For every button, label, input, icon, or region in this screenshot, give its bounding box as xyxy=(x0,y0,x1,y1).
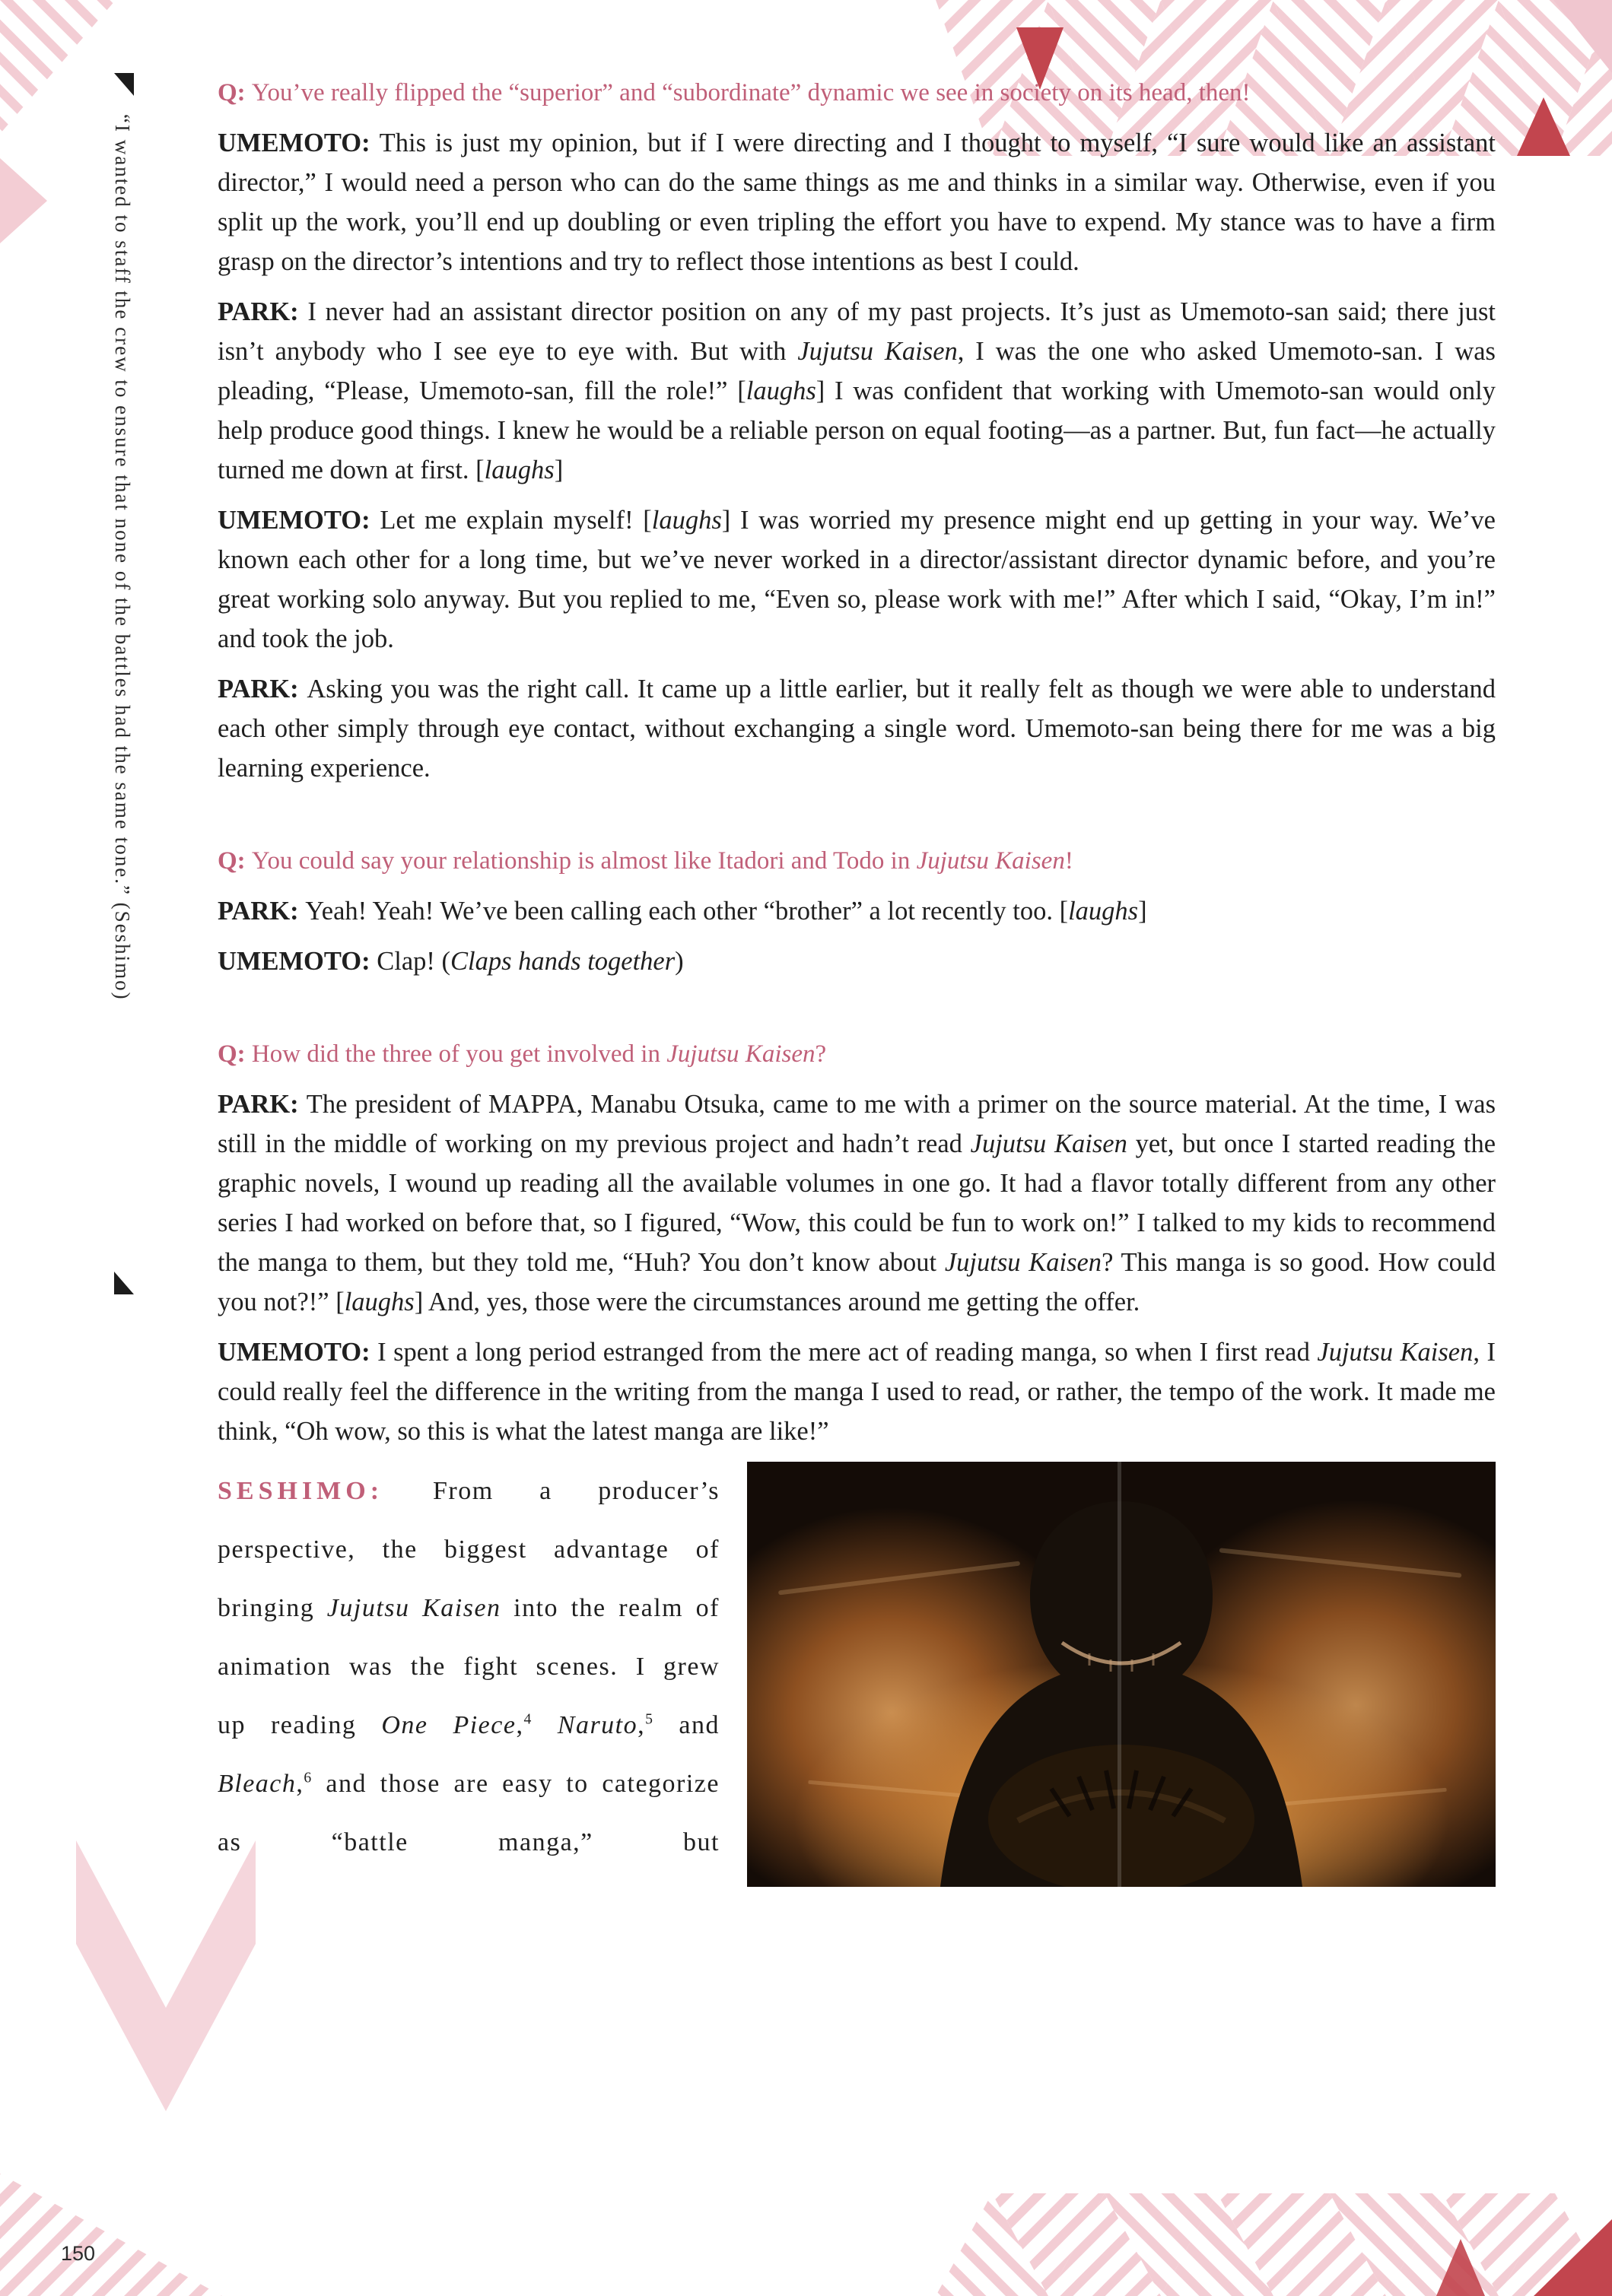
anime-still-image xyxy=(747,1462,1496,1887)
text-segment: 5 xyxy=(645,1710,654,1728)
text-segment: Let me explain myself! [ xyxy=(380,506,652,535)
text-segment: PARK: xyxy=(218,297,308,326)
text-segment: Clap! ( xyxy=(377,947,450,976)
decor-topleft-chevron xyxy=(0,158,47,243)
text-segment: PARK: xyxy=(218,897,306,926)
text-segment: SESHIMO: xyxy=(218,1477,434,1505)
umemoto-paragraph xyxy=(218,123,1496,281)
text-segment: Naruto xyxy=(557,1711,638,1739)
text-segment: , xyxy=(296,1770,304,1798)
park-paragraph xyxy=(218,292,1496,490)
text-segment: Jujutsu Kaisen xyxy=(916,847,1065,875)
text-segment: , xyxy=(637,1711,646,1739)
text-segment: ] xyxy=(554,456,564,484)
anime-still-figure xyxy=(747,1462,1496,1887)
text-segment: UMEMOTO: xyxy=(218,129,380,157)
text-segment: laughs xyxy=(344,1288,415,1316)
text-segment: laughs xyxy=(484,456,555,484)
text-segment: 4 xyxy=(523,1710,533,1728)
text-segment: ] I was worried my presence might end up getting in your way. We’ve known each other for a long time, but we’ve never worked in a director/assistant director dynamic before, and you’re great working solo anyway. But you replied to me, “Even so, please work with me!” After which I said, “Okay, I’m in!” and took the job. xyxy=(218,506,1496,653)
text-segment: Q: xyxy=(218,847,252,875)
text-segment: ? xyxy=(815,1040,827,1068)
text-segment: I never had an assistant director position on any of my past projects. It’s just as Umemoto-san said; there just isn’t anybody who I see eye to eye with. But with xyxy=(218,297,1496,366)
text-segment: ] And, yes, those were the circumstances around me getting the offer. xyxy=(414,1288,1140,1316)
text-segment: ! xyxy=(1064,847,1073,875)
seshimo-paragraph xyxy=(218,1462,720,1872)
text-segment: PARK: xyxy=(218,1090,307,1119)
sidebar-vertical-quote: “I wanted to staff the crew to ensure that none of the battles had the same tone.” (Seshimo) xyxy=(111,114,134,1001)
text-segment: UMEMOTO: xyxy=(218,947,377,976)
text-segment: UMEMOTO: xyxy=(218,506,380,535)
decor-bottomleft-triangle xyxy=(0,2174,222,2296)
text-segment: Jujutsu Kaisen xyxy=(970,1129,1127,1158)
text-segment: 6 xyxy=(304,1769,313,1786)
text-segment: Bleach xyxy=(218,1770,297,1798)
text-segment: and those are easy to categorize as “battle manga,” but xyxy=(218,1770,720,1856)
text-segment: , I was the one who asked Umemoto-san. I was pleading, “Please, Umemoto-san, fill the role!” [ xyxy=(218,337,1496,405)
text-segment: Asking you was the right call. It came up a little earlier, but it really felt as though we were able to understand each other simply through eye contact, without exchanging a single word. Umemoto-san being there for me was a big learning experience. xyxy=(218,675,1496,783)
question-paragraph xyxy=(218,1034,1496,1074)
park-paragraph xyxy=(218,891,1496,931)
text-segment: laughs xyxy=(651,506,722,535)
text-segment: This is just my opinion, but if I were directing and I thought to myself, “I sure would like an assistant director,” I would need a person who can do the same things as me and thinks in a similar way. Otherwise, even if you split up the work, you’ll end up doubling or even tripling the effort you have to expend. My stance was to have a firm grasp on the director’s intentions and try to reflect those intentions as best I could. xyxy=(218,129,1496,276)
text-segment: The president of MAPPA, Manabu Otsuka, came to me with a primer on the source material. At the time, I was still in the middle of working on my previous project and hadn’t read xyxy=(218,1090,1496,1158)
umemoto-paragraph xyxy=(218,1332,1496,1451)
text-segment: UMEMOTO: xyxy=(218,1338,378,1367)
text-segment: ) xyxy=(675,947,684,976)
text-segment: You could say your relationship is almost like Itadori and Todo in xyxy=(251,847,917,875)
text-segment: Claps hands together xyxy=(450,947,676,976)
text-segment: Yeah! Yeah! We’ve been calling each other “brother” a lot recently too. [ xyxy=(305,897,1069,926)
park-paragraph xyxy=(218,1084,1496,1322)
interview-main-column xyxy=(218,73,1496,1451)
text-segment: ] xyxy=(1138,897,1147,926)
text-segment: Q: xyxy=(218,79,252,106)
text-segment: , I could really feel the difference in the writing from the manga I used to read, or rather, the tempo of the work. It made me think, “Oh wow, so this is what the latest manga are like!” xyxy=(218,1338,1496,1446)
text-segment xyxy=(533,1711,558,1739)
interview-content xyxy=(218,73,1496,1887)
decor-bottom-band xyxy=(936,2193,1612,2296)
text-segment: and xyxy=(653,1711,720,1739)
text-segment: You’ve really flipped the “superior” and “subordinate” dynamic we see in society on its head, then! xyxy=(251,79,1251,106)
text-segment: into the realm of animation was the fight scenes. I grew up reading xyxy=(218,1594,720,1739)
umemoto-paragraph xyxy=(218,500,1496,659)
text-segment: PARK: xyxy=(218,675,307,703)
text-segment: From a producer’s perspective, the biggest advantage of bringing xyxy=(218,1477,720,1622)
text-segment: , xyxy=(516,1711,524,1739)
text-segment: laughs xyxy=(1068,897,1139,926)
text-segment: One Piece xyxy=(381,1711,517,1739)
seshimo-media-row xyxy=(218,1462,1496,1887)
text-segment: ] I was confident that working with Umemoto-san would only help produce good things. I knew he would be a reliable person on equal footing—as a partner. But, fun fact—he actually turned me down at first. [ xyxy=(218,376,1496,484)
umemoto-paragraph xyxy=(218,942,1496,981)
page-number: 150 xyxy=(61,2242,96,2265)
text-segment: Jujutsu Kaisen xyxy=(797,337,958,366)
text-segment: Jujutsu Kaisen xyxy=(944,1248,1102,1277)
text-segment: How did the three of you get involved in xyxy=(251,1040,667,1068)
text-segment: I spent a long period estranged from the mere act of reading manga, so when I first read xyxy=(377,1338,1318,1367)
question-paragraph xyxy=(218,73,1496,113)
text-segment: Q: xyxy=(218,1040,252,1068)
text-segment: yet, but once I started reading the graphic novels, I wound up reading all the available volumes in one go. It had a flavor totally different from any other series I had worked on before that, so I figured, “Wow, this could be fun to work on!” I talked to my kids to recommend the manga to them, but they told me, “Huh? You don’t know about xyxy=(218,1129,1496,1277)
text-segment: Jujutsu Kaisen xyxy=(326,1594,501,1622)
seshimo-paragraph-column xyxy=(218,1462,720,1882)
text-segment: laughs xyxy=(746,376,816,405)
text-segment: ? This manga is so good. How could you not?!” [ xyxy=(218,1248,1496,1316)
park-paragraph xyxy=(218,669,1496,788)
text-segment: Jujutsu Kaisen xyxy=(1317,1338,1474,1367)
text-segment: Jujutsu Kaisen xyxy=(666,1040,816,1068)
question-paragraph xyxy=(218,841,1496,881)
